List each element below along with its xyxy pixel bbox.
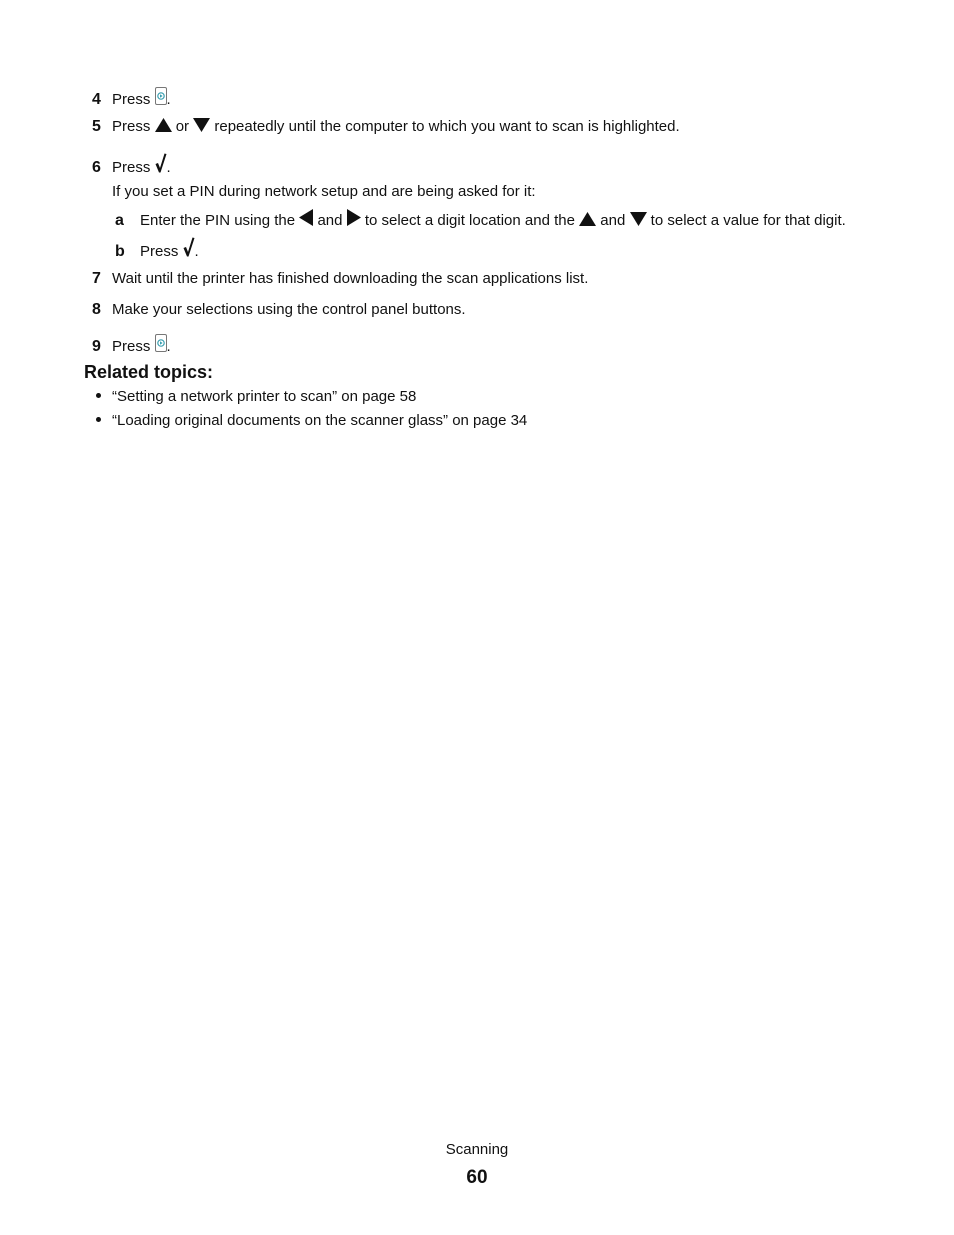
related-topics-heading: Related topics: [84,362,214,382]
step-5: 5 Press or repeatedly until the computer to which you want to scan is highlighted. [92,118,680,135]
step-7 [92,270,588,288]
up-arrow-icon [579,212,596,226]
bullet-icon [96,412,112,429]
step-8 [92,301,466,319]
right-arrow-icon [347,209,361,226]
up-arrow-icon [155,118,172,132]
step-number: 6 [92,159,101,176]
start-button-icon [155,334,167,352]
pin-note: If you set a PIN during network setup and are being asked for it: [112,183,536,200]
step-text: Wait until the printer has finished downloading the scan applications list. [112,270,589,287]
step-6: 6 Press . [92,153,171,177]
step-4: 4 Press . [92,87,171,109]
left-arrow-icon [299,209,313,226]
down-arrow-icon [630,212,647,226]
step-number: 7 [92,270,101,287]
step-number: 4 [92,91,101,108]
down-arrow-icon [193,118,210,132]
page-number: 60 [466,1167,488,1188]
step-number: 8 [92,301,101,318]
bullet-icon [96,388,112,405]
related-link-item[interactable] [96,388,416,405]
step-number: 9 [92,338,101,355]
related-link-text[interactable]: “Loading original documents on the scanner glass” on page 34 [112,412,528,429]
step-9: 9 Press . [92,334,171,356]
footer-section-title: Scanning [445,1141,509,1158]
related-link-text[interactable]: “Setting a network printer to scan” on page 58 [112,388,417,405]
select-checkmark-icon [155,153,167,173]
step-number: 5 [92,118,101,135]
related-link-item[interactable] [96,412,527,429]
substep-a: a Enter the PIN using the and to select a digit location and the and to select a value for that digit. [115,209,846,230]
start-button-icon [155,87,167,105]
substep-letter: a [115,212,124,229]
step-text: Press [112,91,151,108]
substep-letter: b [115,243,125,260]
select-checkmark-icon [183,237,195,257]
substep-b: b Press . [115,237,199,261]
step-text: Make your selections using the control panel buttons. [112,301,466,318]
